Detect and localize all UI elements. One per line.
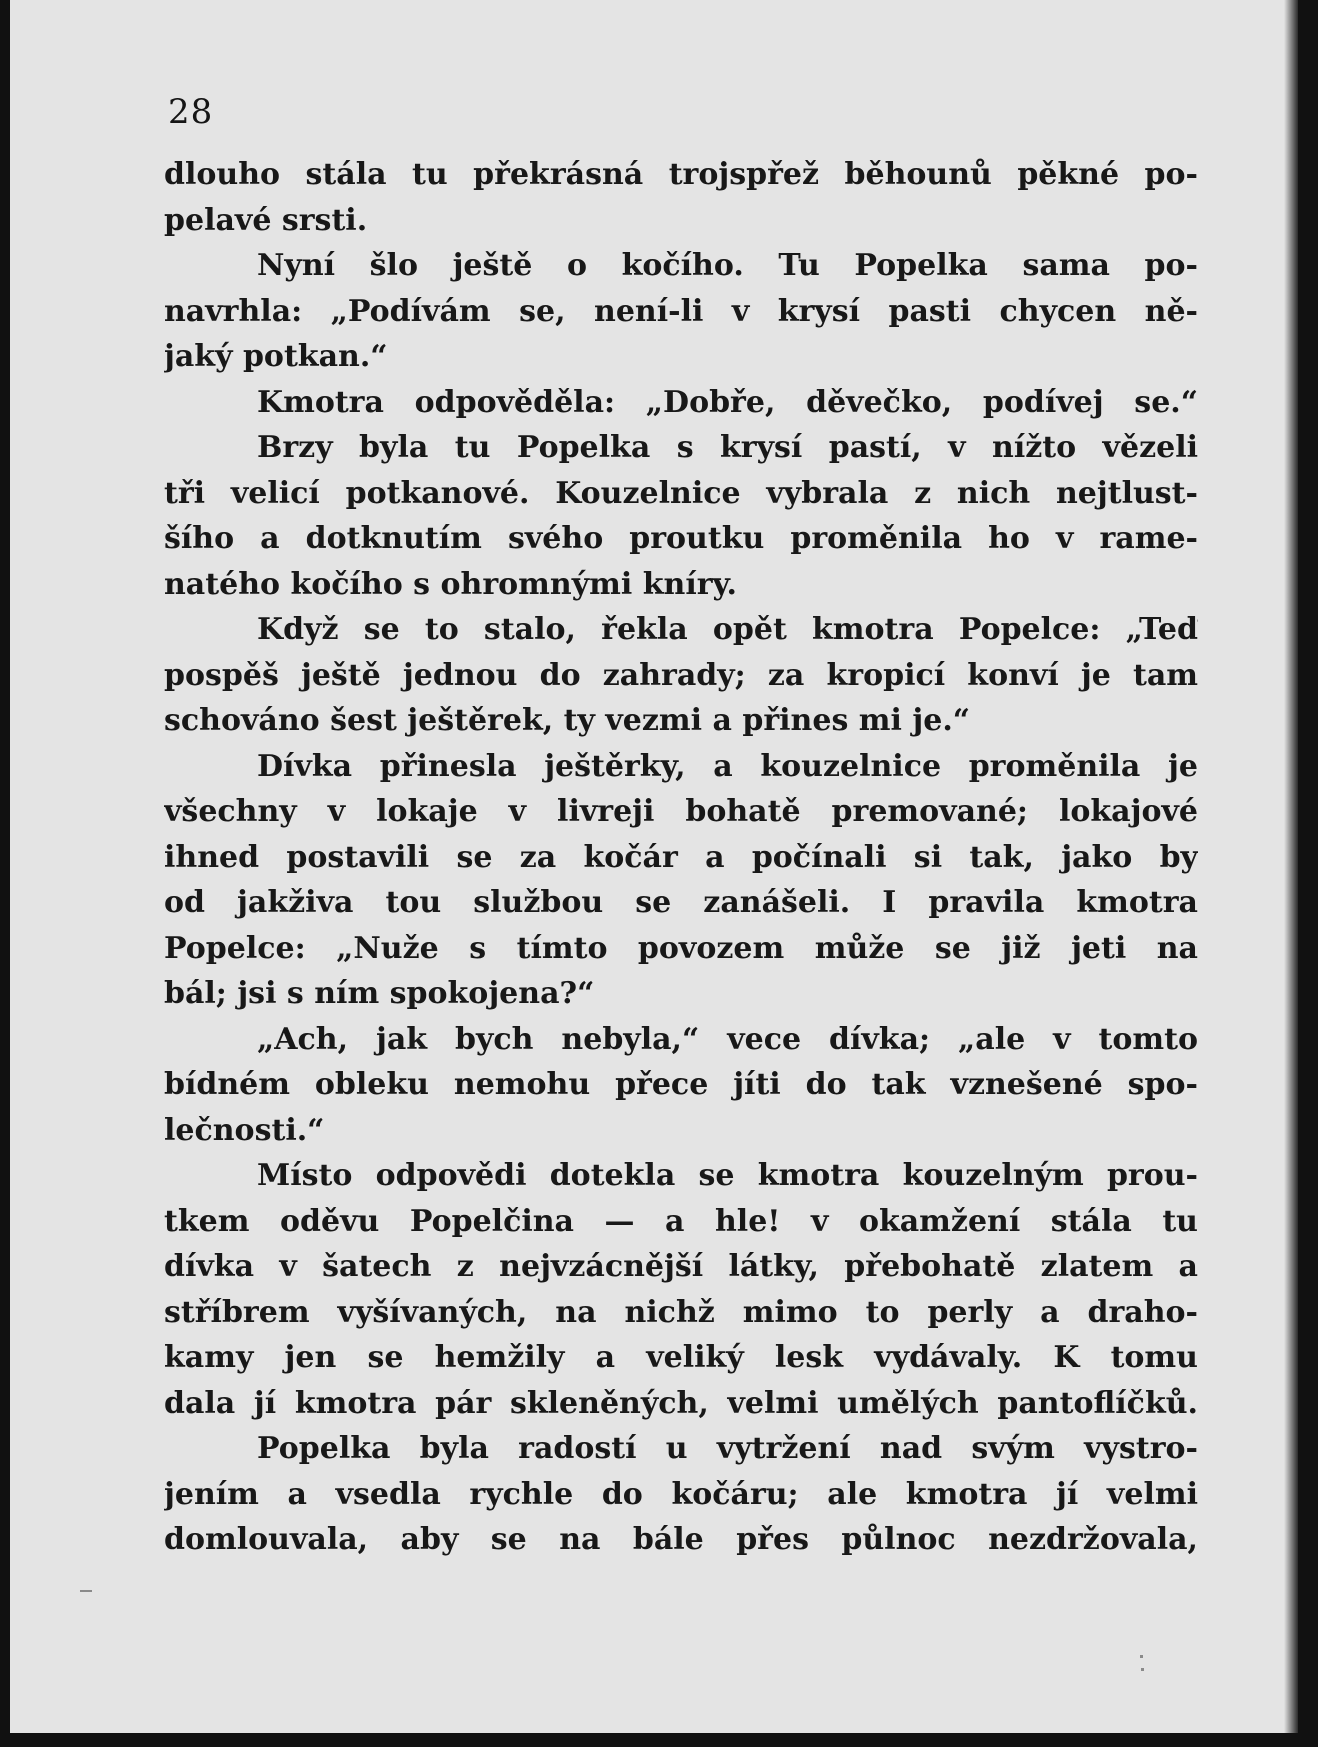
text-line: jaký potkan.“ <box>164 339 388 374</box>
page-number: 28 <box>168 92 214 132</box>
text-line: Kmotra odpověděla: „Dobře, děvečko, podívej se.“ <box>257 384 1198 420</box>
text-line: natého kočího s ohromnými kníry. <box>164 566 737 602</box>
text-line: pelavé srsti. <box>164 202 368 238</box>
text-line: tkem oděvu Popelčina — a hle! v okamžení stála tu <box>164 1203 1198 1239</box>
text-line: navrhla: „Podívám se, není-li v krysí pasti chycen ně- <box>164 293 1198 329</box>
text-line: kamy jen se hemžily a veliký lesk vydávaly. K tomu <box>164 1340 1198 1375</box>
text-line: Když se to stalo, řekla opět kmotra Popelce: „Teď <box>257 612 1198 647</box>
text-line: dívka v šatech z nejvzácnější látky, přebohatě zlatem a <box>164 1249 1198 1284</box>
text-line: šího a dotknutím svého proutku proměnila ho v rame- <box>164 521 1198 556</box>
text-line: „Ach, jak bych nebyla,“ vece dívka; „ale v tomto <box>257 1021 1198 1057</box>
text-line: Popelka byla radostí u vytržení nad svým vystro- <box>257 1431 1198 1466</box>
book-page <box>10 0 1298 1733</box>
body-text <box>164 152 1198 1563</box>
text-line: bál; jsi s ním spokojena?“ <box>164 976 595 1011</box>
text-line: domlouvala, aby se na bále přes půlnoc nezdržovala, <box>164 1522 1198 1557</box>
text-line: pospěš ještě jednou do zahrady; za kropicí konví je tam <box>164 657 1198 693</box>
text-line: Nyní šlo ještě o kočího. Tu Popelka sama po- <box>257 248 1198 283</box>
text-line: ihned postavili se za kočár a počínali si tak, jako by <box>164 839 1198 875</box>
text-line: Brzy byla tu Popelka s krysí pastí, v nížto vězeli <box>257 430 1198 465</box>
text-line: Popelce: „Nuže s tímto povozem může se již jeti na <box>164 930 1198 966</box>
text-line: lečnosti.“ <box>164 1112 325 1148</box>
text-line: schováno šest ještěrek, ty vezmi a přines mi je.“ <box>164 703 971 738</box>
text-line: bídném obleku nemohu přece jíti do tak vznešené spo- <box>164 1067 1198 1102</box>
paper-speck <box>80 1590 92 1592</box>
text-line: Dívka přinesla ještěrky, a kouzelnice proměnila je <box>257 748 1198 784</box>
text-line: všechny v lokaje v livreji bohatě premované; lokajové <box>164 794 1198 829</box>
text-line: stříbrem vyšívaných, na nichž mimo to perly a draho- <box>164 1294 1198 1330</box>
paper-speck <box>1140 1655 1143 1658</box>
text-line: Místo odpovědi dotekla se kmotra kouzelným prou- <box>257 1158 1198 1193</box>
text-line: jením a vsedla rychle do kočáru; ale kmotra jí velmi <box>164 1476 1198 1512</box>
text-line: dala jí kmotra pár skleněných, velmi umělých pantoflíčků. <box>164 1385 1198 1421</box>
text-line: od jakživa tou službou se zanášeli. I pravila kmotra <box>164 885 1198 920</box>
text-line: tři velicí potkanové. Kouzelnice vybrala z nich nejtlust- <box>164 475 1198 511</box>
text-line: dlouho stála tu překrásná trojspřež běhounů pěkné po- <box>164 157 1198 192</box>
paper-speck <box>1141 1668 1144 1671</box>
